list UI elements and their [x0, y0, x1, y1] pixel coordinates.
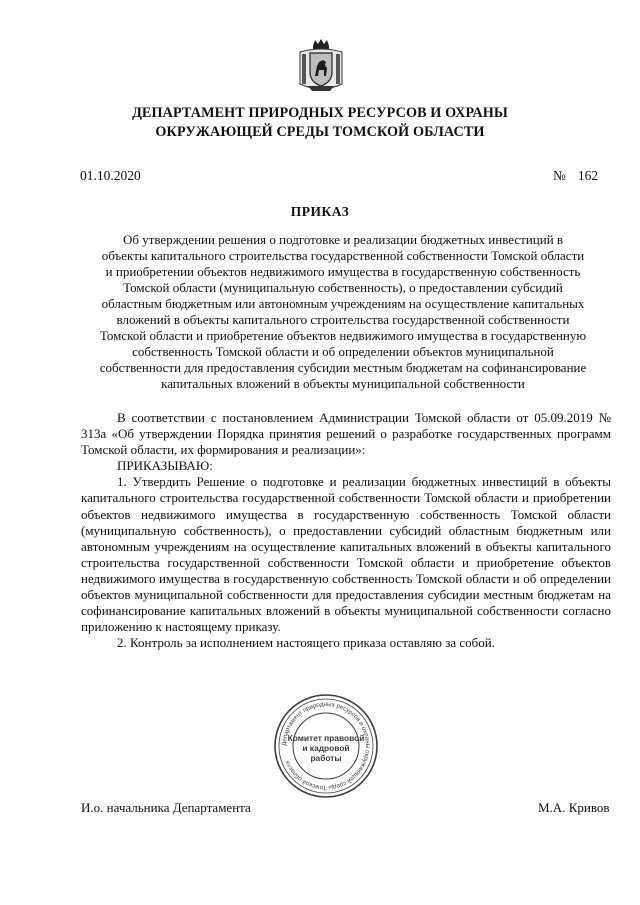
subject-line: собственность Томской области и об определении объектов муниципальной	[132, 344, 554, 359]
subject-line: Об утверждении решения о подготовке и реализации бюджетных инвестиций в	[122, 232, 564, 247]
subject-line: капитальных вложений в объекты муниципальной собственности	[161, 376, 525, 391]
order-word: ПРИКАЗЫВАЮ:	[117, 458, 213, 474]
number-sign: №	[553, 168, 566, 183]
department-title-line2: ОКРУЖАЮЩЕЙ СРЕДЫ ТОМСКОЙ ОБЛАСТИ	[155, 124, 485, 140]
department-title-line1: ДЕПАРТАМЕНТ ПРИРОДНЫХ РЕСУРСОВ И ОХРАНЫ	[132, 105, 508, 121]
document-type: ПРИКАЗ	[290, 204, 350, 219]
subject-line: объекты капитального строительства государственной собственности Томской области	[101, 248, 585, 263]
subject-line: Томской области (муниципальную собственность), о предоставлении субсидий	[123, 280, 563, 295]
subject-line: собственности для предоставления субсидии местным бюджетам на софинансирование	[99, 360, 587, 375]
subject-line: вложений в объекты капитального строительства государственной собственности	[116, 312, 570, 327]
official-stamp	[273, 693, 379, 799]
subject-line: и приобретении объектов недвижимого имущества в государственную собственность	[105, 264, 581, 279]
stamp-line-2: и кадровой	[302, 743, 350, 753]
stamp-line-1: Комитет правовой	[287, 733, 365, 743]
subject-line: Томской области и приобретение объектов недвижимого имущества в государственную	[99, 328, 587, 343]
preamble-paragraph: В соответствии с постановлением Администрации Томской области от 05.09.2019 № 313а «Об утверждении Порядка принятия решений о разработке государственных программ Томской области, их формирования и реализации»:	[81, 410, 611, 458]
stamp-ring-text: Департамент природных ресурсов и охраны окружающей среды Томской области	[280, 700, 371, 792]
signer-name: М.А. Кривов	[538, 800, 610, 815]
order-date: 01.10.2020	[80, 168, 141, 183]
order-item-1: 1. Утвердить Решение о подготовке и реализации бюджетных инвестиций в объекты капитального строительства государственной собственности Томской области и приобретении объектов недвижимого имущества в государственную собственность Томской области (муниципальную собственность), о предоставлении субсидий областным бюджетным или автономным учреждениям на осуществление капитальных вложений в объекты капитального строительства государственной собственности Томской области и приобретение объектов недвижимого имущества в государственную собственность Томской области и об определении объектов муниципальной собственности для предоставления субсидии местным бюджетам на софинансирование капитальных вложений в объекты муниципальной собственности согласно приложению к настоящему приказу.	[81, 474, 611, 635]
order-item-2: 2. Контроль за исполнением настоящего приказа оставляю за собой.	[117, 635, 495, 651]
number-value: 162	[577, 168, 599, 183]
department-title	[60, 104, 580, 142]
order-body	[81, 410, 611, 651]
order-subject	[76, 232, 610, 392]
order-number	[553, 168, 598, 184]
stamp-line-3: работы	[310, 753, 342, 763]
coat-of-arms-icon	[296, 38, 346, 94]
signer-title: И.о. начальника Департамента	[81, 800, 251, 815]
subject-line: областным бюджетным или автономным учреждениям на осуществление капитальных	[101, 296, 585, 311]
